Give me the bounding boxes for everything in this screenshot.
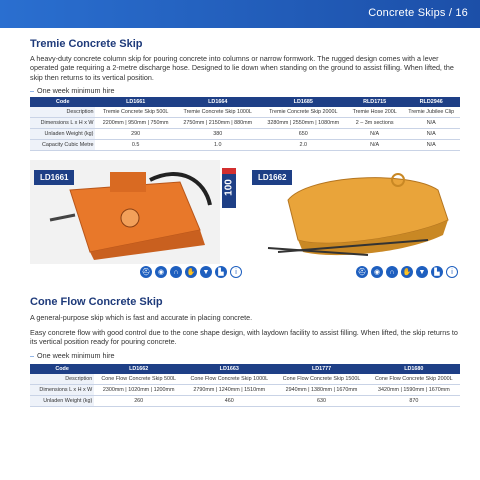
table-row [30, 385, 460, 396]
hard-hat-icon: ⛑ [356, 266, 368, 278]
table-row [30, 107, 460, 118]
manual-icon: i [446, 266, 458, 278]
table-cell: 2 – 3m sections [347, 118, 403, 129]
table-header: LD1662 [94, 364, 183, 374]
table-cell: 3280mm | 2550mm | 1080mm [260, 118, 347, 129]
table-cell: Dimensions L x H x W [30, 118, 95, 129]
tremie-spec-table [30, 97, 460, 151]
table-cell: Tremie Concrete Skip 500L [95, 107, 175, 118]
table-cell: Tremie Concrete Skip 2000L [260, 107, 347, 118]
table-header: LD1685 [260, 97, 347, 107]
bullet-dash-icon: – [30, 351, 34, 360]
hi-vis-vest-icon: ▼ [416, 266, 428, 278]
tremie-section-title: Tremie Concrete Skip [30, 38, 143, 50]
table-cell: 1.0 [176, 140, 260, 151]
table-cell: Cone Flow Concrete Skip 1000L [183, 374, 275, 385]
table-cell: N/A [402, 140, 460, 151]
tremie-hire-text: One week minimum hire [37, 86, 115, 95]
table-cell: Cone Flow Concrete Skip 2000L [368, 374, 460, 385]
ear-defenders-icon: ∩ [386, 266, 398, 278]
cone-hire-note [30, 351, 115, 360]
cone-description-2: Easy concrete flow with good control due to the cone shape design, with laydown facility to assist filling. When lifted, the skip returns to its vertical position ready for pouring concrete. [30, 328, 458, 347]
page-header-bar [0, 0, 480, 28]
table-cell: N/A [402, 118, 460, 129]
table-cell: Capacity Cubic Metre [30, 140, 95, 151]
cone-product-label: LD1662 [252, 170, 292, 185]
table-cell: 630 [275, 396, 367, 407]
table-cell: Unladen Weight (kg) [30, 129, 95, 140]
table-row [30, 140, 460, 151]
table-cell: Cone Flow Concrete Skip 1500L [275, 374, 367, 385]
table-header: LD1663 [183, 364, 275, 374]
tremie-description: A heavy-duty concrete column skip for pouring concrete into columns or narrow formwork. The rugged design comes with a lever operated gate requiring a 2-metre discharge hose. Designed to lie down when standing on the ground to assist filling. When lifted, the skip then returns to its vertical position. [30, 54, 454, 82]
cone-spec-table [30, 364, 460, 407]
boots-icon: ▙ [215, 266, 227, 278]
table-cell: N/A [402, 129, 460, 140]
table-header: LD1661 [95, 97, 175, 107]
gloves-icon: ✋ [185, 266, 197, 278]
table-cell: 870 [368, 396, 460, 407]
table-cell: 380 [176, 129, 260, 140]
hi-vis-vest-icon: ▼ [200, 266, 212, 278]
cone-hire-text: One week minimum hire [37, 351, 115, 360]
table-cell: 2750mm | 2150mm | 880mm [176, 118, 260, 129]
page-header-title: Concrete Skips / 16 [368, 7, 468, 19]
table-cell: 2940mm | 1380mm | 1670mm [275, 385, 367, 396]
table-header: LD1664 [176, 97, 260, 107]
table-cell: 650 [260, 129, 347, 140]
table-cell: 2.0 [260, 140, 347, 151]
gloves-icon: ✋ [401, 266, 413, 278]
table-cell: N/A [347, 140, 403, 151]
table-cell: 460 [183, 396, 275, 407]
table-row [30, 374, 460, 385]
table-cell: 2300mm | 1020mm | 1200mm [94, 385, 183, 396]
table-row [30, 396, 460, 407]
ear-defenders-icon: ∩ [170, 266, 182, 278]
table-cell: Tremie Jubilee Clip [402, 107, 460, 118]
table-cell: 290 [95, 129, 175, 140]
hundred-badge [222, 168, 236, 208]
tremie-safety-icons [140, 266, 242, 280]
goggles-icon: ◉ [155, 266, 167, 278]
badge-text: 100 [223, 179, 235, 196]
tremie-product-label: LD1661 [34, 170, 74, 185]
table-header: RLD1715 [347, 97, 403, 107]
cone-safety-icons [356, 266, 458, 280]
table-cell: Tremie Concrete Skip 1000L [176, 107, 260, 118]
table-cell: Description [30, 107, 95, 118]
hard-hat-icon: ⛑ [140, 266, 152, 278]
table-header: Code [30, 364, 94, 374]
table-header: LD1680 [368, 364, 460, 374]
table-row [30, 118, 460, 129]
table-cell: 3420mm | 1590mm | 1670mm [368, 385, 460, 396]
manual-icon: i [230, 266, 242, 278]
cone-section-title: Cone Flow Concrete Skip [30, 296, 163, 308]
boots-icon: ▙ [431, 266, 443, 278]
bullet-dash-icon: – [30, 86, 34, 95]
cone-description-1: A general-purpose skip which is fast and accurate in placing concrete. [30, 313, 253, 322]
table-header: Code [30, 97, 95, 107]
table-row [30, 129, 460, 140]
table-header: RLD2946 [402, 97, 460, 107]
tremie-hire-note [30, 86, 115, 95]
table-cell: N/A [347, 129, 403, 140]
table-cell: 0.5 [95, 140, 175, 151]
table-cell: Dimensions L x H x W [30, 385, 94, 396]
table-header: LD1777 [275, 364, 367, 374]
goggles-icon: ◉ [371, 266, 383, 278]
table-cell: 260 [94, 396, 183, 407]
table-cell: Tremie Hose 200L [347, 107, 403, 118]
table-cell: Cone Flow Concrete Skip 500L [94, 374, 183, 385]
table-cell: Description [30, 374, 94, 385]
table-cell: 2200mm | 950mm | 750mm [95, 118, 175, 129]
table-cell: Unladen Weight (kg) [30, 396, 94, 407]
table-cell: 2790mm | 1240mm | 1510mm [183, 385, 275, 396]
